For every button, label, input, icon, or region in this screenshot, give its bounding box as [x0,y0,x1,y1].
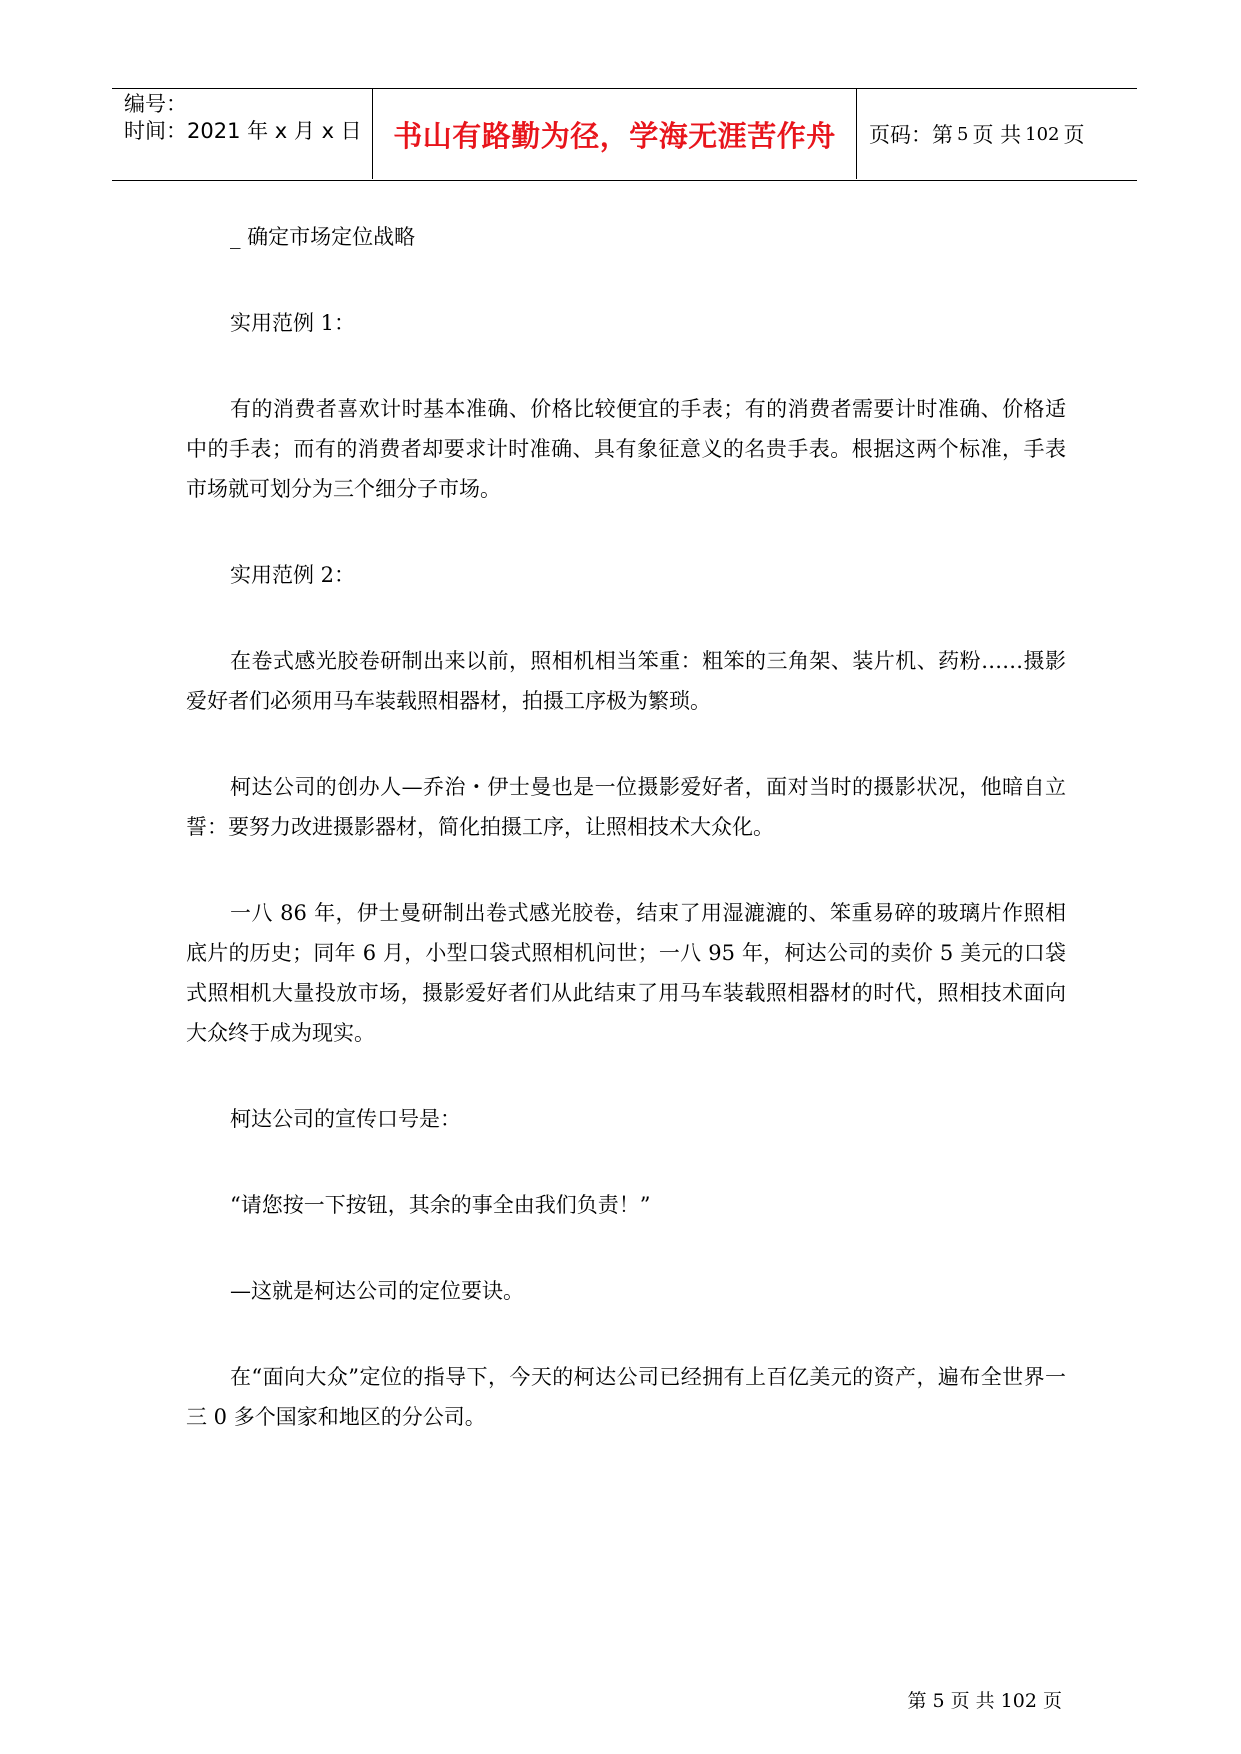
page-header [112,88,1137,181]
page-current: 5 [957,123,969,145]
page-total: 102 [1025,123,1060,145]
header-motto: 书山有路勤为径，学海无涯苦作舟 [372,89,857,179]
paragraph: 柯达公司的宣传口号是： [230,1107,461,1131]
page-middle: 页 共 [972,123,1022,147]
paragraph: 有的消费者喜欢计时基本准确、价格比较便宜的手表；有的消费者需要计时准确、价格适中的手表；而有的消费者却要求计时准确、具有象征意义的名贵手表。根据这两个标准，手表市场就可划分为三个细分子市场。 [186,397,1066,501]
paragraph: 一八 86 年，伊士曼研制出卷式感光胶卷，结束了用湿漉漉的、笨重易碎的玻璃片作照相底片的历史；同年 6 月，小型口袋式照相机问世；一八 95 年，柯达公司的卖价 5 美元的口袋式照相机大量投放市场，摄影爱好者们从此结束了用马车装载照相器材的时代，照相技术面向大众终于成为现实。 [186,901,1066,1045]
paragraph-example-1-title: 实用范例 1： [230,311,356,335]
page-suffix: 页 [1063,123,1085,147]
paragraph: 柯达公司的创办人—乔治・伊士曼也是一位摄影爱好者，面对当时的摄影状况，他暗自立誓：要努力改进摄影器材，简化拍摄工序，让照相技术大众化。 [186,775,1066,839]
page-footer: 第 5 页 共 102 页 [907,1690,1062,1712]
paragraph: 在卷式感光胶卷研制出来以前，照相机相当笨重：粗笨的三角架、装片机、药粉……摄影爱好者们必须用马车装载照相器材，拍摄工序极为繁琐。 [186,649,1066,713]
paragraph-section-heading: _ 确定市场定位战略 [230,225,416,249]
paragraph-quote: “请您按一下按钮，其余的事全由我们负责！” [230,1193,651,1217]
document-date: 时间：2021 年 x 月 x 日 [124,119,362,143]
page-prefix: 页码：第 [869,123,953,147]
header-page-number [869,89,1085,179]
paragraph-example-2-title: 实用范例 2： [230,563,356,587]
document-body [186,217,1066,1483]
paragraph: —这就是柯达公司的定位要诀。 [230,1279,524,1303]
document-number-label: 编号： [124,92,187,116]
paragraph: 在“面向大众”定位的指导下，今天的柯达公司已经拥有上百亿美元的资产，遍布全世界一三 0 多个国家和地区的分公司。 [186,1365,1066,1429]
header-meta [124,91,372,179]
